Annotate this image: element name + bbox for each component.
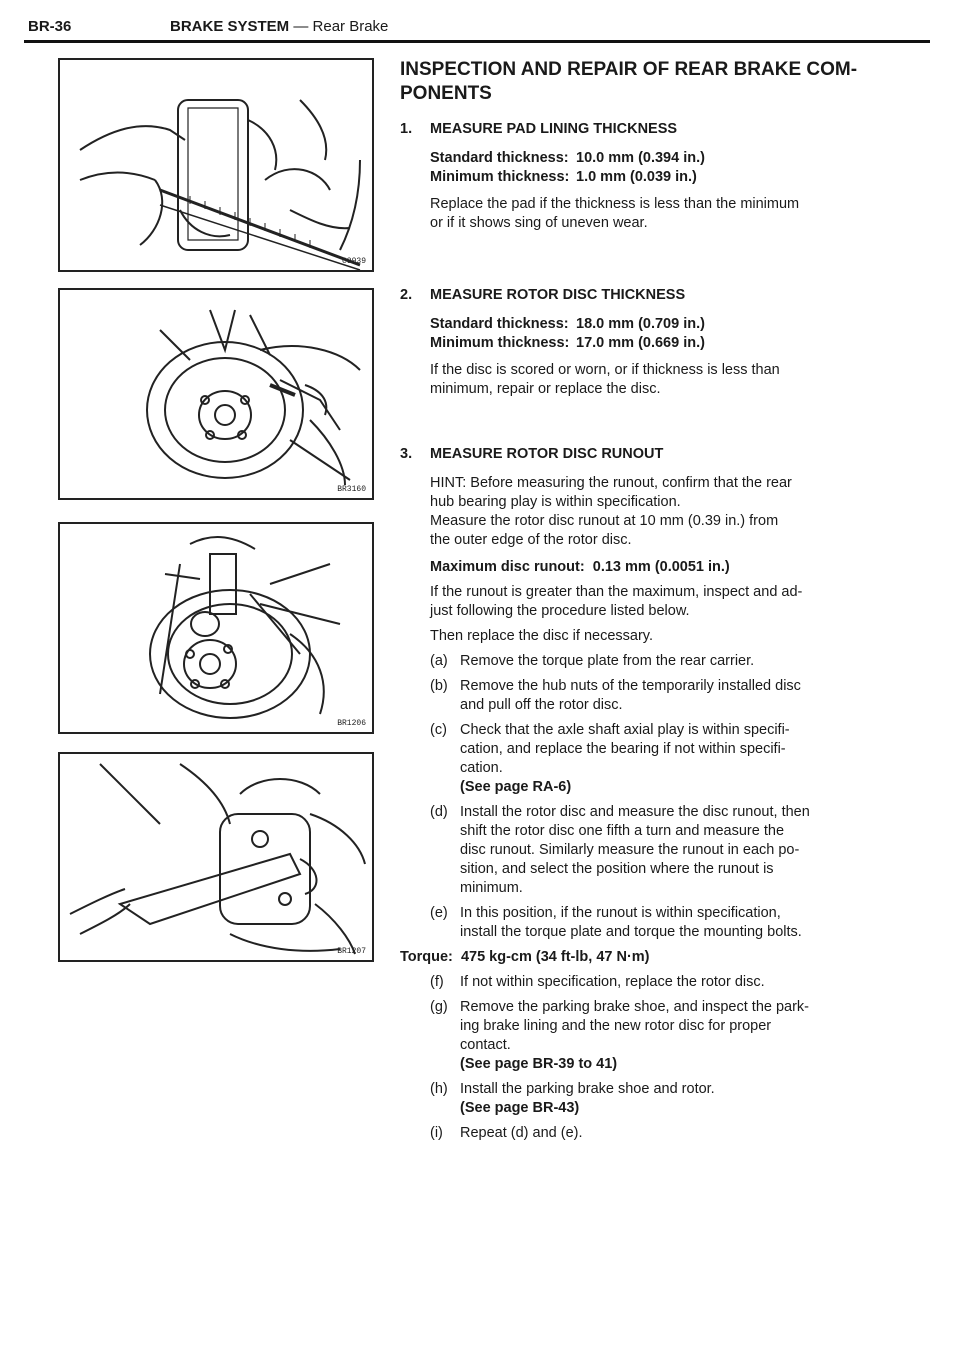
step-pad-thickness — [400, 120, 896, 233]
figure-pad-measurement — [58, 58, 374, 272]
spec-max-runout — [430, 558, 926, 577]
substep-text: install the torque plate and torque the mounting bolts. — [460, 924, 802, 940]
title-line: INSPECTION AND REPAIR OF REAR BRAKE COM- — [400, 59, 858, 80]
figure-runout-measurement — [58, 522, 374, 734]
subsection-name: — Rear Brake — [289, 18, 389, 35]
step-number: 2. — [400, 287, 413, 303]
spec-label: Minimum thickness: — [430, 335, 570, 351]
figure-code: C9939 — [341, 257, 366, 266]
step-heading: MEASURE PAD LINING THICKNESS — [430, 121, 678, 137]
substep-e — [430, 904, 926, 942]
spec-standard — [430, 315, 926, 334]
step-text: Replace the pad if the thickness is less than the minimum — [430, 196, 800, 212]
substep-letter: (e) — [430, 905, 448, 921]
section-name: BRAKE SYSTEM — [170, 18, 290, 35]
substep-text: ing brake lining and the new rotor disc for proper — [460, 1018, 772, 1034]
page-reference: (See page BR-39 to 41) — [460, 1056, 618, 1072]
substep-letter: (h) — [430, 1081, 448, 1097]
substep-text: Remove the torque plate from the rear carrier. — [460, 653, 755, 669]
spec-value: 10.0 mm (0.394 in.) — [576, 150, 705, 166]
page-reference: (See page BR-43) — [460, 1100, 580, 1116]
figure-torque-tightening — [58, 752, 374, 962]
substep-text: sition, and select the position where the runout is — [460, 861, 774, 877]
substep-letter: (a) — [430, 653, 448, 669]
substep-d — [430, 803, 926, 898]
hint-text: HINT: Before measuring the runout, confirm that the rear — [430, 475, 792, 491]
title-line: PONENTS — [400, 83, 492, 104]
substep-text: Install the parking brake shoe and rotor. — [460, 1081, 715, 1097]
substep-g — [430, 998, 926, 1074]
substep-h — [430, 1080, 926, 1118]
page-reference: (See page RA-6) — [460, 779, 572, 795]
substep-text: In this position, if the runout is within specification, — [460, 905, 781, 921]
substep-letter: (g) — [430, 999, 448, 1015]
header-rule — [24, 40, 930, 43]
substep-text: cation, and replace the bearing if not within specifi- — [460, 741, 786, 757]
substep-a — [430, 652, 926, 671]
step-number: 3. — [400, 446, 413, 462]
step-text: the outer edge of the rotor disc. — [430, 532, 632, 548]
main-content — [400, 58, 896, 1141]
substep-text: contact. — [460, 1037, 511, 1053]
substep-letter: (f) — [430, 974, 444, 990]
spec-label: Torque: — [400, 949, 453, 965]
substep-text: Repeat (d) and (e). — [460, 1125, 583, 1141]
page-number: BR-36 — [28, 18, 72, 35]
substep-text: If not within specification, replace the rotor disc. — [460, 974, 765, 990]
substep-letter: (i) — [430, 1125, 443, 1141]
spec-minimum — [430, 168, 896, 187]
substep-i — [430, 1124, 926, 1143]
figure-code: BR3160 — [337, 485, 366, 494]
substep-text: Remove the hub nuts of the temporarily installed disc — [460, 678, 801, 694]
step-text: Then replace the disc if necessary. — [430, 628, 653, 644]
substep-text: shift the rotor disc one fifth a turn and measure the — [460, 823, 785, 839]
spec-value: 17.0 mm (0.669 in.) — [576, 335, 705, 351]
substep-c — [430, 721, 926, 797]
spec-label: Standard thickness: — [430, 316, 569, 332]
figure-code: BR1206 — [337, 719, 366, 728]
substep-text: cation. — [460, 760, 503, 776]
figure-code: BR1207 — [337, 947, 366, 956]
substep-letter: (c) — [430, 722, 447, 738]
spec-torque — [400, 948, 926, 967]
step-text: If the disc is scored or worn, or if thickness is less than — [430, 362, 780, 378]
spec-value: 475 kg-cm (34 ft-lb, 47 N·m) — [460, 949, 650, 965]
step-rotor-runout — [400, 445, 926, 1143]
substep-letter: (b) — [430, 678, 448, 694]
hint-text: hub bearing play is within specification. — [430, 494, 681, 510]
page-title — [400, 58, 896, 106]
page-header — [28, 18, 928, 40]
substep-letter: (d) — [430, 804, 448, 820]
substep-text: disc runout. Similarly measure the runout in each po- — [460, 842, 800, 858]
substep-text: Remove the parking brake shoe, and inspect the park- — [460, 999, 810, 1015]
step-text: Measure the rotor disc runout at 10 mm (0.39 in.) from — [430, 513, 779, 529]
step-heading: MEASURE ROTOR DISC RUNOUT — [430, 446, 664, 462]
step-rotor-thickness — [400, 286, 926, 399]
substep-text: and pull off the rotor disc. — [460, 697, 623, 713]
spec-standard — [430, 149, 896, 168]
rotor-thickness-illustration — [60, 290, 372, 498]
step-text: just following the procedure listed below. — [430, 603, 690, 619]
spec-label: Maximum disc runout: — [430, 559, 585, 575]
step-number: 1. — [400, 121, 413, 137]
spec-minimum — [430, 334, 926, 353]
torque-tightening-illustration — [60, 754, 372, 960]
substep-text: minimum. — [460, 880, 523, 896]
substep-b — [430, 677, 926, 715]
spec-value: 18.0 mm (0.709 in.) — [576, 316, 705, 332]
spec-label: Minimum thickness: — [430, 169, 570, 185]
figure-rotor-thickness — [58, 288, 374, 500]
step-text: minimum, repair or replace the disc. — [430, 381, 661, 397]
spec-label: Standard thickness: — [430, 150, 569, 166]
spec-value: 0.13 mm (0.0051 in.) — [592, 559, 730, 575]
substep-text: Install the rotor disc and measure the disc runout, then — [460, 804, 810, 820]
pad-measurement-illustration — [60, 60, 372, 270]
substep-text: Check that the axle shaft axial play is within specifi- — [460, 722, 790, 738]
step-text: If the runout is greater than the maximum, inspect and ad- — [430, 584, 803, 600]
step-text: or if it shows sing of uneven wear. — [430, 215, 648, 231]
runout-measurement-illustration — [60, 524, 372, 732]
spec-value: 1.0 mm (0.039 in.) — [576, 169, 697, 185]
step-heading: MEASURE ROTOR DISC THICKNESS — [430, 287, 686, 303]
section-title — [170, 18, 388, 35]
substep-f — [430, 973, 926, 992]
